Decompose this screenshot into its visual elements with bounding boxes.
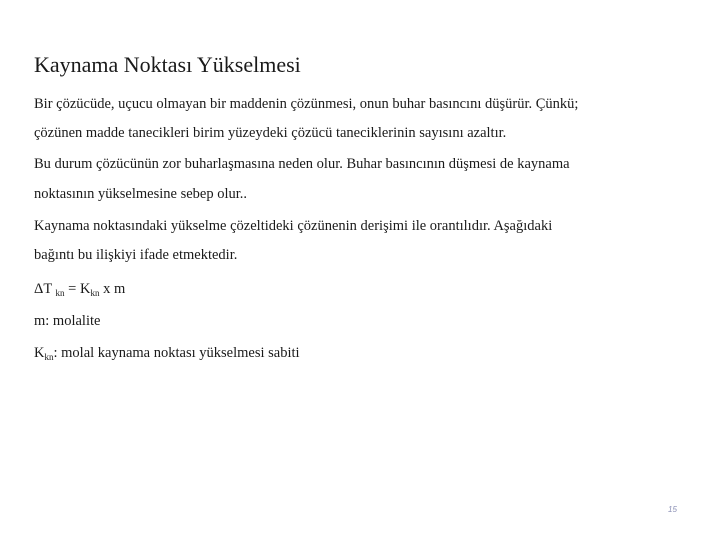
definition-k-constant: [34, 344, 694, 362]
definition-k-symbol: K: [34, 345, 45, 361]
page-number: 15: [668, 505, 677, 514]
paragraph-line-1: Bir çözücüde, uçucu olmayan bir maddenin çözünmesi, onun buhar basıncını düşürür. Çünkü;: [34, 96, 579, 112]
formula-delta-t: ΔT: [34, 281, 52, 297]
slide-title: Kaynama Noktası Yükselmesi: [34, 52, 301, 77]
definition-k-subscript: kn: [44, 352, 54, 362]
paragraph-line-3: Bu durum çözücünün zor buharlaşmasına neden olur. Buhar basıncının düşmesi de kaynama: [34, 156, 570, 172]
formula-rhs: x m: [103, 281, 126, 297]
formula: [34, 280, 694, 298]
paragraph-line-6: bağıntı bu ilişkiyi ifade etmektedir.: [34, 247, 238, 263]
formula-k-subscript: kn: [90, 288, 100, 298]
definition-k-text: : molal kaynama noktası yükselmesi sabiti: [53, 345, 300, 361]
paragraph-line-5: Kaynama noktasındaki yükselme çözeltideki çözünenin derişimi ile orantılıdır. Aşağıdaki: [34, 218, 553, 234]
formula-delta-t-subscript: kn: [55, 288, 65, 298]
definition-molality: m: molalite: [34, 313, 101, 329]
paragraph-line-2: çözünen madde tanecikleri birim yüzeydeki çözücü taneciklerinin sayısını azaltır.: [34, 125, 507, 141]
paragraph-line-4: noktasının yükselmesine sebep olur..: [34, 186, 248, 202]
formula-equals-k: = K: [68, 281, 91, 297]
